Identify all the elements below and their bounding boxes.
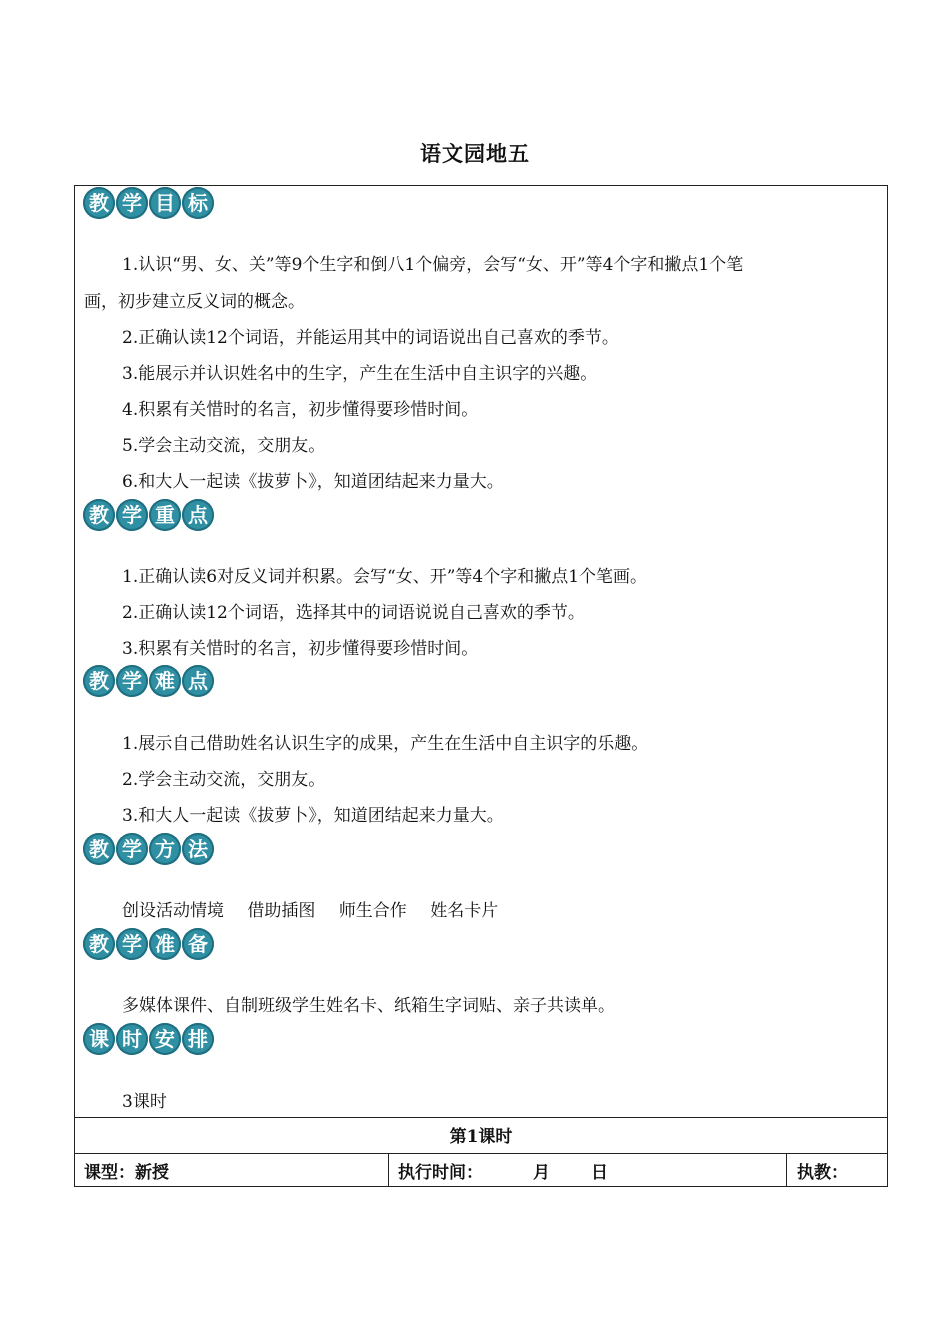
key-point-item: 3.积累有关惜时的名言，初步懂得要珍惜时间。 xyxy=(122,639,479,659)
badge-char: 安 xyxy=(149,1023,181,1055)
difficulty-item: 3.和大人一起读《拔萝卜》，知道团结起来力量大。 xyxy=(122,806,504,826)
table-divider xyxy=(74,1153,888,1154)
badge-char: 目 xyxy=(149,187,181,219)
badge-char: 学 xyxy=(116,187,148,219)
objective-item: 2.正确认读12个词语，并能运用其中的词语说出自己喜欢的季节。 xyxy=(122,328,619,348)
method-item: 创设活动情境 xyxy=(122,901,224,921)
key-point-item: 2.正确认读12个词语，选择其中的词语说说自己喜欢的季节。 xyxy=(122,603,585,623)
badge-char: 教 xyxy=(83,928,115,960)
badge-schedule xyxy=(83,1023,214,1057)
badge-preparation xyxy=(83,928,214,962)
badge-char: 学 xyxy=(116,928,148,960)
badge-key-points xyxy=(83,499,214,533)
badge-char: 难 xyxy=(149,665,181,697)
difficulty-item: 2.学会主动交流，交朋友。 xyxy=(122,770,326,790)
badge-difficulties xyxy=(83,665,214,699)
badge-char: 法 xyxy=(182,833,214,865)
schedule-text: 3课时 xyxy=(122,1092,167,1112)
method-item: 师生合作 xyxy=(338,901,407,921)
badge-char: 标 xyxy=(182,187,214,219)
page-title: 语文园地五 xyxy=(420,141,530,166)
preparation-text: 多媒体课件、自制班级学生姓名卡、纸箱生字词贴、亲子共读单。 xyxy=(122,996,615,1016)
key-point-item: 1.正确认读6对反义词并积累。会写“女、开”等4个字和撇点1个笔画。 xyxy=(122,567,648,587)
lesson-header: 第1课时 xyxy=(449,1127,513,1147)
badge-methods xyxy=(83,833,214,867)
badge-char: 时 xyxy=(116,1023,148,1055)
objective-item: 画，初步建立反义词的概念。 xyxy=(84,292,305,312)
badge-char: 备 xyxy=(182,928,214,960)
month-label: 月 xyxy=(533,1163,550,1183)
badge-char: 学 xyxy=(116,665,148,697)
difficulty-item: 1.展示自己借助姓名认识生字的成果，产生在生活中自主识字的乐趣。 xyxy=(122,734,649,754)
lesson-type: 课型：新授 xyxy=(84,1163,169,1183)
badge-char: 教 xyxy=(83,833,115,865)
table-column-divider xyxy=(786,1153,787,1187)
badge-char: 课 xyxy=(83,1023,115,1055)
badge-char: 点 xyxy=(182,665,214,697)
method-item: 借助插图 xyxy=(247,901,316,921)
objective-item: 1.认识“男、女、关”等9个生字和倒八1个偏旁，会写“女、开”等4个字和撇点1个笔 xyxy=(122,255,744,275)
badge-char: 方 xyxy=(149,833,181,865)
table-column-divider xyxy=(388,1153,389,1187)
objective-item: 5.学会主动交流，交朋友。 xyxy=(122,436,326,456)
badge-char: 点 xyxy=(182,499,214,531)
method-item: 姓名卡片 xyxy=(430,901,499,921)
execution-time-label: 执行时间： xyxy=(398,1163,483,1183)
objective-item: 3.能展示并认识姓名中的生字，产生在生活中自主识字的兴趣。 xyxy=(122,364,598,384)
badge-char: 学 xyxy=(116,833,148,865)
badge-char: 准 xyxy=(149,928,181,960)
objective-item: 4.积累有关惜时的名言，初步懂得要珍惜时间。 xyxy=(122,400,479,420)
day-label: 日 xyxy=(591,1163,608,1183)
badge-char: 教 xyxy=(83,187,115,219)
badge-char: 学 xyxy=(116,499,148,531)
badge-objectives xyxy=(83,187,214,221)
teacher-label: 执教： xyxy=(797,1163,848,1183)
methods-list xyxy=(122,896,516,921)
badge-char: 教 xyxy=(83,499,115,531)
badge-char: 重 xyxy=(149,499,181,531)
objective-item: 6.和大人一起读《拔萝卜》，知道团结起来力量大。 xyxy=(122,472,504,492)
badge-char: 排 xyxy=(182,1023,214,1055)
table-divider xyxy=(74,1117,888,1118)
badge-char: 教 xyxy=(83,665,115,697)
